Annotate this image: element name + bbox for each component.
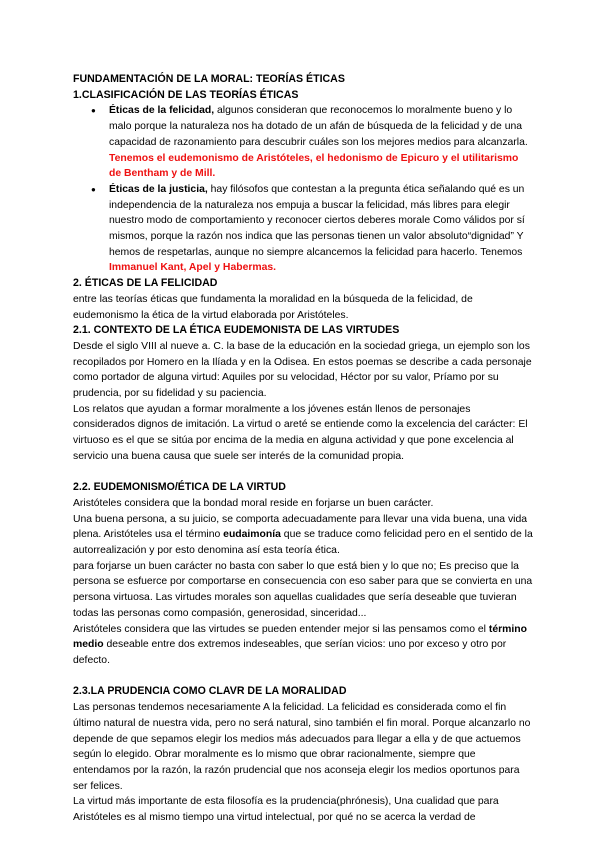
- item-text: hay filósofos que contestan a la pregunta ética señalando qué es un independencia de la naturaleza nos empuja a buscar la felicidad, más libres para elegir nuestro modo de comportamiento y reconocer ciertos deberes morale Como válidos por sí mismos, porque la razón nos indica que las personas tienen un valor absoluto“dignidad” Y hemos de respetarlas, aunque no siempre alcancemos la felicidad para hacerlo. Tenemos: [109, 183, 525, 258]
- section-2-2-paragraph-1: Aristóteles considera que la bondad moral reside en forjarse un buen carácter.: [73, 497, 434, 509]
- section-2-1-paragraph-1: Desde el siglo VIII al nueve a. C. la base de la educación en la sociedad griega, un ejemplo son los recopilados por Homero en la Ilíada y en la Odisea. En estos poemas se describe a cada personaje como portador de alguna virtud: Aquiles por su velocidad, Héctor por su valor, Príamo por su prudencia, por su fidelidad y su paciencia.: [73, 340, 532, 400]
- paragraph-text: Una buena persona, a su juicio, se comporta adecuadamente para llevar una vida buena, una vida plena. Aristóteles usa el término: [73, 513, 528, 541]
- list-item-justice-ethics: [109, 182, 533, 276]
- spacer: [73, 669, 533, 685]
- section-1-heading: 1.CLASIFICACIÓN DE LAS TEORÍAS ÉTICAS: [73, 88, 299, 101]
- paragraph-text: que se traduce como felicidad pero en el sentido de la autorrealización y por esto denomina así esta teoría ética.: [73, 529, 533, 557]
- section-2-1-paragraph-2: Los relatos que ayudan a formar moralmente a los jóvenes están llenos de personajes considerados dignos de imitación. La virtud o areté se entiende como la excelencia del carácter: El virtuoso es el que se sitúa por encima de la media en alguna actividad y que pone excelencia al servicio una buena causa que suele ser interés de la comunidad propia.: [73, 403, 528, 462]
- item-term: Éticas de la justicia,: [109, 183, 208, 195]
- section-2-text: entre las teorías éticas que fundamenta la moralidad en la búsqueda de la felicidad, de eudemonismo la ética de la virtud elaborada por Aristóteles.: [73, 293, 473, 321]
- section-2-3-heading: 2.3.LA PRUDENCIA COMO CLAVR DE LA MORALIDAD: [73, 685, 347, 698]
- section-2-2-paragraph-3: para forjarse un buen carácter no basta con saber lo que está bien y lo que no; Es preciso que la persona se esfuerce por comportarse en consecuencia con eso saber para que se convierta en una persona virtuosa. Las virtudes morales son aquellas cualidades que sería deseable que tuvieran todas las personas como compasión, generosidad, sinceridad...: [73, 560, 533, 619]
- section-2-1-heading: 2.1. CONTEXTO DE LA ÉTICA EUDEMONISTA DE LAS VIRTUDES: [73, 324, 400, 337]
- term-termino-medio: término medio: [73, 623, 527, 651]
- item-examples: Immanuel Kant, Apel y Habermas.: [109, 262, 277, 274]
- ethics-classification-list: [73, 103, 533, 276]
- term-eudaimonia: eudaimonía: [223, 529, 281, 541]
- section-2-2-heading: 2.2. EUDEMONISMO/ÉTICA DE LA VIRTUD: [73, 481, 286, 494]
- section-2-2-paragraph-4: [73, 622, 533, 669]
- list-item-happiness-ethics: [109, 103, 533, 182]
- item-term: Éticas de la felicidad,: [109, 105, 215, 117]
- spacer: [73, 465, 533, 481]
- paragraph-text: deseable entre dos extremos indeseables, que serían vicios: uno por exceso y otro por defecto.: [73, 639, 507, 666]
- document-body: [73, 72, 533, 826]
- section-2-2-paragraph-2: [73, 512, 533, 559]
- item-text: algunos consideran que reconocemos lo moralmente bueno y lo malo porque la naturaleza nos ha dotado de un afán de búsqueda de la felicidad y de una capacidad de razonamiento para descubrir cuáles son los mejores medios para alcanzarla.: [109, 105, 528, 148]
- section-2-3-paragraph-2: La virtud más importante de esta filosofía es la prudencia(phrónesis), Una cualidad que para Aristóteles es al mismo tiempo una virtud intelectual, por qué no se acerca la verdad de: [73, 796, 499, 824]
- section-2-heading: 2. ÉTICAS DE LA FELICIDAD: [73, 277, 218, 290]
- paragraph-text: Aristóteles considera que las virtudes se pueden entender mejor si las pensamos como el: [73, 623, 489, 635]
- section-2-3-paragraph-1: Las personas tendemos necesariamente A la felicidad. La felicidad es considerada como el fin último natural de nuestra vida, pero no será natural, sino también el fin moral. Porque alcanzarlo no depende de que sepamos elegir los medios más adecuados para llegar a ella y de que actuemos según lo elegido. Obrar moralmente es lo mismo que obrar racionalmente, siempre que entendamos por la razón, la razón prudencial que nos aconseja elegir los medios oportunos para ser felices.: [73, 702, 531, 792]
- document-title: FUNDAMENTACIÓN DE LA MORAL: TEORÍAS ÉTICAS: [73, 73, 345, 85]
- item-examples: Tenemos el eudemonismo de Aristóteles, el hedonismo de Epicuro y el utilitarismo de Bentham y de Mill.: [109, 152, 519, 180]
